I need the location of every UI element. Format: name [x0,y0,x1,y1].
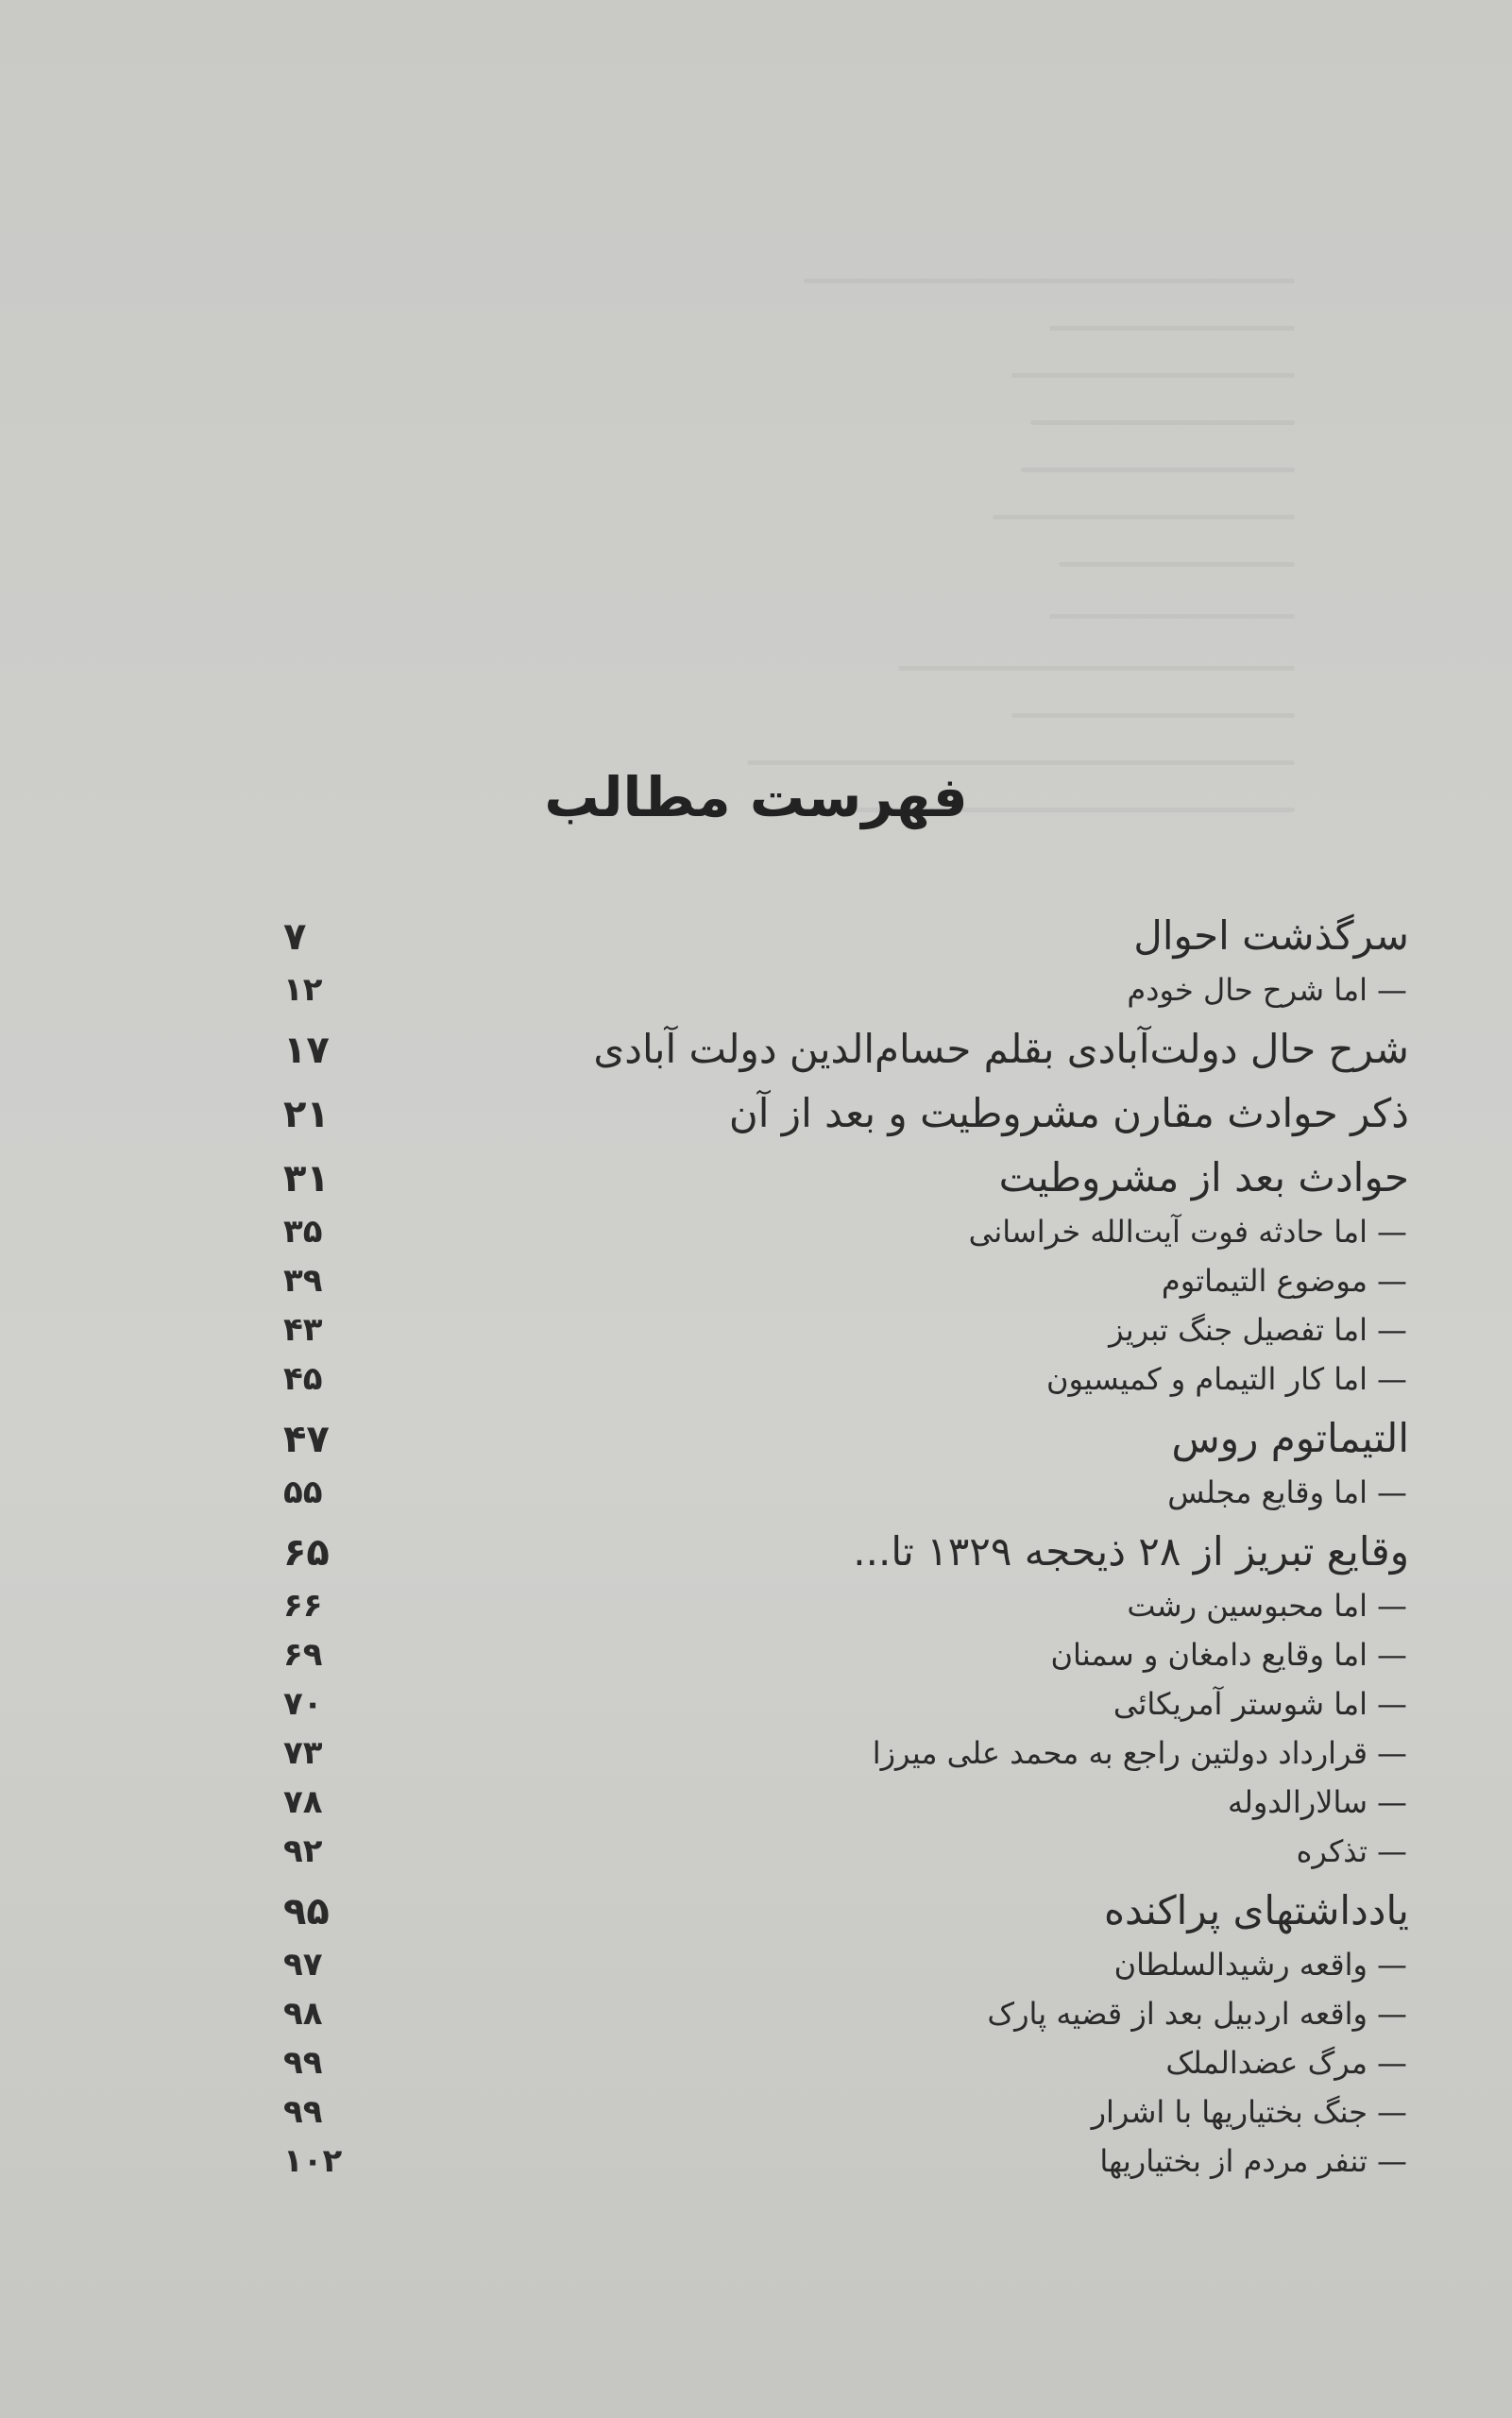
toc-entry-title [1092,2094,1407,2130]
toc-entry-text: اما وقایع مجلس [1167,1474,1368,1510]
toc-section [283,1154,1409,1213]
toc-page-number: ۱۰۲ [283,2142,343,2180]
toc-entry-text: سرگذشت احوال [1133,912,1409,959]
dash-marker: — [1377,1686,1407,1722]
toc-entry-title [969,1214,1407,1250]
toc-entry-title [1297,1833,1407,1869]
toc-entry-text: اما شوستر آمریکائی [1113,1686,1368,1722]
toc-subsection [283,1946,1409,1995]
toc-page-number: ۶۹ [283,1636,323,1674]
toc-entry-text: اما محبوسین رشت [1127,1588,1368,1624]
toc-page-number: ۴۵ [283,1360,323,1398]
toc-entry-title [1167,1474,1407,1510]
toc-subsection [283,1213,1409,1262]
toc-entry-title [1050,1637,1407,1673]
toc-entry-text: تذکره [1296,1833,1368,1869]
toc-page-number: ۹۵ [283,1890,330,1933]
toc-page-number: ۵۵ [283,1473,323,1511]
toc-page-number: ۳۵ [283,1213,323,1251]
toc-entry-text: واقعه رشیدالسلطان [1113,1947,1368,1983]
toc-entry-text: یادداشتهای پراکنده [1103,1887,1409,1933]
toc-section [283,1026,1409,1084]
toc-entry-title [593,1026,1409,1072]
dash-marker: — [1377,1588,1407,1624]
toc-subsection [283,1832,1409,1882]
toc-page-number: ۹۹ [283,2044,323,2082]
toc-page-number: ۳۱ [283,1157,330,1200]
dash-marker: — [1377,1361,1407,1397]
toc-subsection [283,1734,1409,1783]
toc-entry-title [1162,1263,1407,1299]
dash-marker: — [1377,972,1407,1008]
toc-subsection [283,1783,1409,1832]
toc-entry-text: اما تفصیل جنگ تبریز [1109,1312,1368,1348]
toc-entry-text: اما حادثه فوت آیت‌الله خراسانی [968,1214,1368,1250]
dash-marker: — [1377,1784,1407,1820]
toc-page-number: ۶۵ [283,1531,330,1575]
toc-entry-title [1228,1784,1407,1820]
dash-marker: — [1377,1263,1407,1299]
toc-page-number: ۷۰ [283,1685,323,1723]
toc-page-number: ۹۹ [283,2093,323,2131]
toc-subsection [283,1473,1409,1523]
toc-entry-title [1127,1588,1407,1624]
dash-marker: — [1377,1474,1407,1510]
toc-entry-text: تنفر مردم از بختیاریها [1099,2143,1368,2179]
toc-page-number: ۶۶ [283,1587,323,1625]
toc-page-number: ۱۷ [283,1029,330,1072]
toc-entry-title [1046,1361,1407,1397]
toc-subsection [283,1685,1409,1734]
toc-subsection [283,1360,1409,1409]
dash-marker: — [1377,1996,1407,2032]
toc-subsection [283,1587,1409,1636]
dash-marker: — [1377,1735,1407,1771]
dash-marker: — [1377,1637,1407,1673]
toc-entry-text: اما شرح حال خودم [1127,972,1368,1008]
toc-page-number: ۱۲ [283,971,323,1009]
toc-page-number: ۷۳ [283,1734,323,1772]
toc-entry-text: جنگ بختیاریها با اشرار [1091,2094,1368,2130]
toc-entry-title [1133,912,1409,959]
toc-subsection [283,1995,1409,2044]
toc-section [283,1090,1409,1149]
dash-marker: — [1377,2143,1407,2179]
toc-entry-text: ذکر حوادث مقارن مشروطیت و بعد از آن [728,1090,1409,1136]
toc-entry-text: قرارداد دولتین راجع به محمد علی میرزا [872,1735,1368,1771]
toc-entry-title [729,1090,1409,1136]
dash-marker: — [1377,2094,1407,2130]
toc-entry-text: موضوع التیماتوم [1161,1263,1368,1299]
toc-subsection [283,971,1409,1020]
toc-page-number: ۲۱ [283,1093,330,1136]
toc-section [283,912,1409,971]
toc-entry-text: وقایع تبریز از ۲۸ ذیحجه ۱۳۲۹ تا... [853,1528,1409,1575]
toc-entry-title [1113,1686,1407,1722]
toc-subsection [283,1311,1409,1360]
toc-section [283,1415,1409,1473]
toc-entry-title [1099,2143,1407,2179]
toc-page-number: ۹۷ [283,1946,323,1984]
toc-page-number: ۷۸ [283,1783,323,1821]
toc-entry-text: مرگ عضدالملک [1165,2045,1368,2081]
toc-entry-title [873,1735,1407,1771]
toc-entry-title [1109,1312,1407,1348]
toc-page-number: ۹۸ [283,1995,323,2033]
toc-page-number: ۷ [283,915,307,959]
toc-entry-text: التیماتوم روس [1171,1415,1409,1461]
toc-entry-text: اما وقایع دامغان و سمنان [1050,1637,1368,1673]
toc-entry-text: واقعه اردبیل بعد از قضیه پارک [987,1996,1368,2032]
dash-marker: — [1377,1214,1407,1250]
toc-entry-text: سالارالدوله [1227,1784,1368,1820]
table-of-contents [283,907,1409,2191]
dash-marker: — [1377,1312,1407,1348]
toc-section [283,1887,1409,1946]
toc-entry-text: اما کار التیمام و کمیسیون [1046,1361,1368,1397]
toc-entry-title [987,1996,1407,2032]
dash-marker: — [1377,1947,1407,1983]
toc-entry-title [999,1154,1409,1200]
toc-subsection [283,1636,1409,1685]
toc-entry-title [1165,2045,1407,2081]
toc-entry-title [1114,1947,1407,1983]
dash-marker: — [1377,1833,1407,1869]
toc-page-number: ۹۲ [283,1832,323,1870]
toc-subsection [283,1262,1409,1311]
toc-subsection [283,2093,1409,2142]
toc-entry-text: حوادث بعد از مشروطیت [998,1154,1409,1200]
page-title: فهرست مطالب [544,765,968,829]
toc-page-number: ۴۷ [283,1418,330,1461]
dash-marker: — [1377,2045,1407,2081]
toc-entry-title [1127,972,1407,1008]
toc-subsection [283,2044,1409,2093]
toc-entry-title [1172,1415,1409,1461]
toc-entry-title [853,1528,1409,1575]
toc-entry-title [1104,1887,1409,1933]
toc-subsection [283,2142,1409,2191]
toc-entry-text: شرح حال دولت‌آبادی بقلم حسام‌الدین دولت آبادی [593,1026,1409,1072]
toc-page-number: ۴۳ [283,1311,323,1349]
toc-section [283,1528,1409,1587]
toc-page-number: ۳۹ [283,1262,323,1300]
